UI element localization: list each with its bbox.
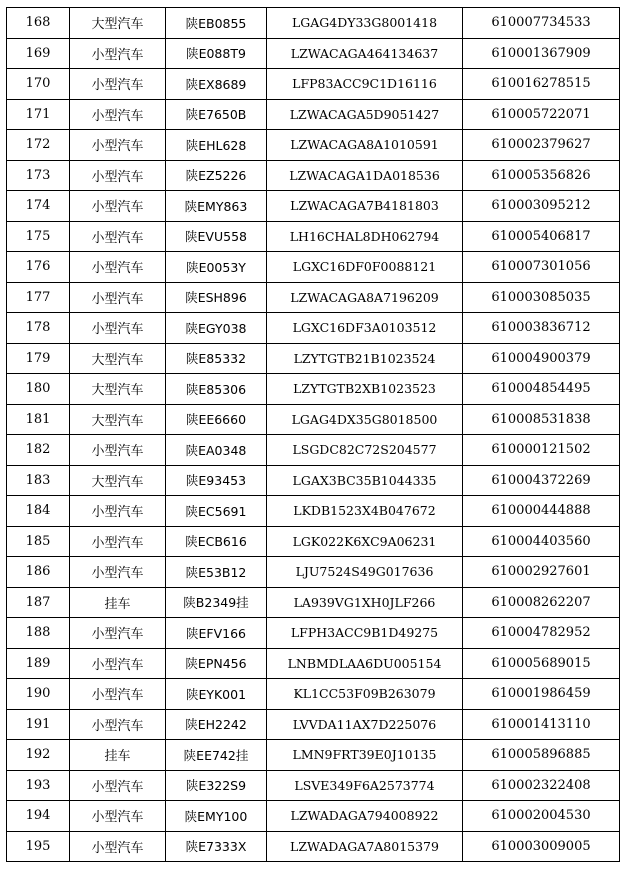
record-id: 610016278515 [463,69,620,100]
table-row [7,191,620,222]
row-number: 182 [7,435,70,466]
vehicle-type: 大型汽车 [70,404,166,435]
license-plate: 陕E0053Y [166,252,267,283]
vin-code: LVVDA11AX7D225076 [267,709,463,740]
vehicle-type: 小型汽车 [70,38,166,69]
vin-code: LGK022K6XC9A06231 [267,526,463,557]
table-row [7,282,620,313]
vin-code: LGXC16DF0F0088121 [267,252,463,283]
vin-code: LGAX3BC35B1044335 [267,465,463,496]
vin-code: LKDB1523X4B047672 [267,496,463,527]
license-plate: 陕EPN456 [166,648,267,679]
vehicle-type: 小型汽车 [70,313,166,344]
record-id: 610005689015 [463,648,620,679]
record-id: 610001986459 [463,679,620,710]
vehicle-type: 大型汽车 [70,374,166,405]
table-row [7,252,620,283]
license-plate: 陕E53B12 [166,557,267,588]
vin-code: LZWADAGA7A8015379 [267,831,463,862]
table-row [7,404,620,435]
table-row [7,831,620,862]
record-id: 610003009005 [463,831,620,862]
row-number: 188 [7,618,70,649]
vehicle-type: 小型汽车 [70,496,166,527]
record-id: 610004854495 [463,374,620,405]
license-plate: 陕EGY038 [166,313,267,344]
table-row [7,99,620,130]
vehicle-type: 小型汽车 [70,801,166,832]
vehicle-type: 小型汽车 [70,282,166,313]
vehicle-type: 小型汽车 [70,526,166,557]
record-id: 610007734533 [463,8,620,39]
vehicle-type: 小型汽车 [70,435,166,466]
table-row [7,709,620,740]
vin-code: LA939VG1XH0JLF266 [267,587,463,618]
license-plate: 陕EH2242 [166,709,267,740]
table-row [7,679,620,710]
table-row [7,69,620,100]
table-row [7,465,620,496]
row-number: 175 [7,221,70,252]
table-row [7,221,620,252]
vehicle-type: 挂车 [70,740,166,771]
record-id: 610004782952 [463,618,620,649]
row-number: 193 [7,770,70,801]
license-plate: 陕EZ5226 [166,160,267,191]
row-number: 185 [7,526,70,557]
license-plate: 陕ESH896 [166,282,267,313]
table-row [7,435,620,466]
vehicle-type: 小型汽车 [70,709,166,740]
row-number: 190 [7,679,70,710]
vin-code: LSVE349F6A2573774 [267,770,463,801]
vehicle-type: 小型汽车 [70,191,166,222]
vehicle-type: 挂车 [70,587,166,618]
vehicle-type: 小型汽车 [70,252,166,283]
vin-code: LH16CHAL8DH062794 [267,221,463,252]
row-number: 171 [7,99,70,130]
vin-code: LFPH3ACC9B1D49275 [267,618,463,649]
table-row [7,740,620,771]
row-number: 172 [7,130,70,161]
row-number: 192 [7,740,70,771]
table-row [7,374,620,405]
row-number: 183 [7,465,70,496]
table-row [7,648,620,679]
row-number: 181 [7,404,70,435]
license-plate: 陕EX8689 [166,69,267,100]
license-plate: 陕EYK001 [166,679,267,710]
record-id: 610002004530 [463,801,620,832]
vehicle-type: 小型汽车 [70,618,166,649]
record-id: 610005406817 [463,221,620,252]
table-row [7,557,620,588]
vehicle-table-body [7,8,620,862]
vehicle-table [6,7,620,862]
license-plate: 陕E93453 [166,465,267,496]
vin-code: LZWACAGA7B4181803 [267,191,463,222]
vin-code: KL1CC53F09B263079 [267,679,463,710]
row-number: 186 [7,557,70,588]
license-plate: 陕ECB616 [166,526,267,557]
row-number: 184 [7,496,70,527]
vin-code: LSGDC82C72S204577 [267,435,463,466]
vehicle-type: 小型汽车 [70,831,166,862]
license-plate: 陕EA0348 [166,435,267,466]
vehicle-type: 小型汽车 [70,557,166,588]
vehicle-type: 小型汽车 [70,130,166,161]
license-plate: 陕E322S9 [166,770,267,801]
vin-code: LZYTGTB2XB1023523 [267,374,463,405]
license-plate: 陕EHL628 [166,130,267,161]
vin-code: LGAG4DY33G8001418 [267,8,463,39]
record-id: 610005356826 [463,160,620,191]
table-row [7,618,620,649]
vehicle-type: 大型汽车 [70,8,166,39]
vin-code: LNBMDLAA6DU005154 [267,648,463,679]
vin-code: LZWADAGA794008922 [267,801,463,832]
record-id: 610002379627 [463,130,620,161]
record-id: 610003095212 [463,191,620,222]
license-plate: 陕E088T9 [166,38,267,69]
license-plate: 陕E7333X [166,831,267,862]
vehicle-type: 小型汽车 [70,221,166,252]
row-number: 179 [7,343,70,374]
license-plate: 陕EC5691 [166,496,267,527]
row-number: 170 [7,69,70,100]
row-number: 177 [7,282,70,313]
record-id: 610002927601 [463,557,620,588]
table-row [7,313,620,344]
vehicle-type: 小型汽车 [70,69,166,100]
document-page [6,7,619,862]
table-row [7,130,620,161]
license-plate: 陕EE6660 [166,404,267,435]
table-row [7,801,620,832]
record-id: 610004372269 [463,465,620,496]
vehicle-type: 大型汽车 [70,465,166,496]
record-id: 610000121502 [463,435,620,466]
vehicle-type: 小型汽车 [70,679,166,710]
license-plate: 陕E7650B [166,99,267,130]
table-row [7,770,620,801]
vehicle-type: 小型汽车 [70,648,166,679]
row-number: 187 [7,587,70,618]
table-row [7,496,620,527]
row-number: 169 [7,38,70,69]
record-id: 610007301056 [463,252,620,283]
record-id: 610001413110 [463,709,620,740]
vin-code: LMN9FRT39E0J10135 [267,740,463,771]
vehicle-type: 大型汽车 [70,343,166,374]
license-plate: 陕EMY863 [166,191,267,222]
record-id: 610008262207 [463,587,620,618]
vin-code: LZWACAGA464134637 [267,38,463,69]
license-plate: 陕EVU558 [166,221,267,252]
table-row [7,160,620,191]
record-id: 610000444888 [463,496,620,527]
vin-code: LZWACAGA5D9051427 [267,99,463,130]
row-number: 195 [7,831,70,862]
record-id: 610008531838 [463,404,620,435]
table-row [7,526,620,557]
row-number: 176 [7,252,70,283]
license-plate: 陕EB0855 [166,8,267,39]
row-number: 178 [7,313,70,344]
row-number: 191 [7,709,70,740]
record-id: 610004403560 [463,526,620,557]
license-plate: 陕EMY100 [166,801,267,832]
row-number: 168 [7,8,70,39]
license-plate: 陕EE742挂 [166,740,267,771]
record-id: 610003836712 [463,313,620,344]
record-id: 610001367909 [463,38,620,69]
vin-code: LGAG4DX35G8018500 [267,404,463,435]
license-plate: 陕E85332 [166,343,267,374]
table-row [7,343,620,374]
table-row [7,587,620,618]
record-id: 610004900379 [463,343,620,374]
vin-code: LFP83ACC9C1D16116 [267,69,463,100]
vehicle-type: 小型汽车 [70,770,166,801]
record-id: 610005722071 [463,99,620,130]
record-id: 610003085035 [463,282,620,313]
vin-code: LZWACAGA1DA018536 [267,160,463,191]
license-plate: 陕E85306 [166,374,267,405]
record-id: 610002322408 [463,770,620,801]
vehicle-type: 小型汽车 [70,99,166,130]
row-number: 173 [7,160,70,191]
vin-code: LZWACAGA8A7196209 [267,282,463,313]
row-number: 189 [7,648,70,679]
vin-code: LZYTGTB21B1023524 [267,343,463,374]
row-number: 174 [7,191,70,222]
table-row [7,8,620,39]
row-number: 180 [7,374,70,405]
vin-code: LGXC16DF3A0103512 [267,313,463,344]
record-id: 610005896885 [463,740,620,771]
license-plate: 陕EFV166 [166,618,267,649]
vin-code: LJU7524S49G017636 [267,557,463,588]
table-row [7,38,620,69]
vin-code: LZWACAGA8A1010591 [267,130,463,161]
row-number: 194 [7,801,70,832]
vehicle-type: 小型汽车 [70,160,166,191]
license-plate: 陕B2349挂 [166,587,267,618]
